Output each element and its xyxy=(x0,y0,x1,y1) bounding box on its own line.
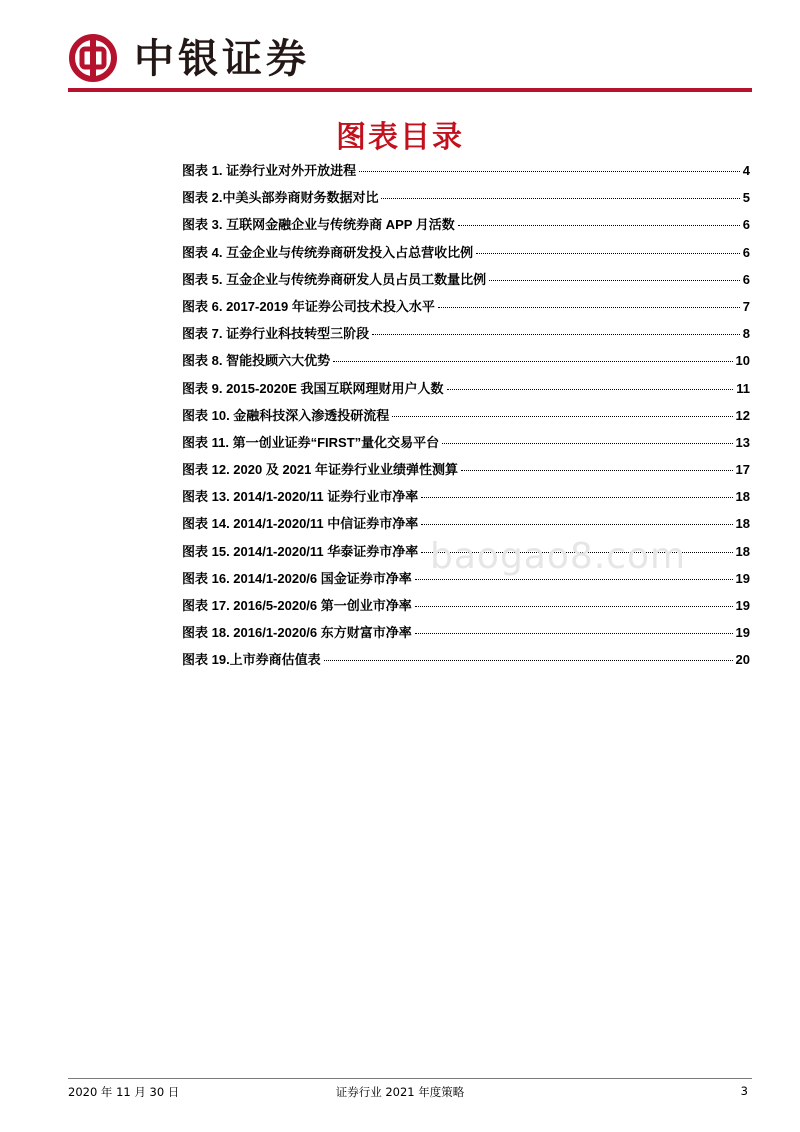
toc-entry-label: 图表 4. 互金企业与传统券商研发投入占总营收比例 xyxy=(182,244,474,260)
toc-entry-label: 图表 9. 2015-2020E 我国互联网理财用户人数 xyxy=(182,380,444,396)
toc-entry-label: 图表 6. 2017-2019 年证券公司技术投入水平 xyxy=(182,298,435,314)
header-divider xyxy=(68,88,752,92)
toc-dot-leader xyxy=(421,524,732,525)
toc-entry-label: 图表 18. 2016/1-2020/6 东方财富市净率 xyxy=(182,625,412,641)
toc-entry-label: 图表 5. 互金企业与传统券商研发人员占员工数量比例 xyxy=(182,271,487,287)
toc-entry-label: 图表 15. 2014/1-2020/11 华泰证券市净率 xyxy=(182,543,419,559)
toc-entry[interactable] xyxy=(182,187,750,214)
toc-entry-label: 图表 1. 证券行业对外开放进程 xyxy=(182,163,357,178)
toc-entry-label: 图表 14. 2014/1-2020/11 中信证券市净率 xyxy=(182,516,419,532)
toc-entry-label: 图表 8. 智能投顾六大优势 xyxy=(182,353,331,369)
brand-name: 中银证券 xyxy=(134,36,310,82)
toc-entry-page: 19 xyxy=(735,625,750,641)
toc-dot-leader xyxy=(442,443,732,444)
toc-dot-leader xyxy=(415,633,733,634)
toc-entry-page: 10 xyxy=(735,353,750,369)
toc-entry[interactable] xyxy=(182,486,750,513)
toc-entry-page: 5 xyxy=(742,190,750,206)
toc-dot-leader xyxy=(438,307,740,308)
toc-entry-page: 6 xyxy=(742,217,750,233)
toc-entry-page: 4 xyxy=(742,163,750,178)
toc-dot-leader xyxy=(324,660,733,661)
toc-entry-page: 8 xyxy=(742,326,750,342)
toc-entry-page: 19 xyxy=(735,570,750,586)
toc-dot-leader xyxy=(476,253,740,254)
toc-entry-label: 图表 10. 金融科技深入渗透投研流程 xyxy=(182,407,390,423)
toc-entry-label: 图表 3. 互联网金融企业与传统券商 APP 月活数 xyxy=(182,217,455,233)
page-header xyxy=(68,30,752,86)
toc-entry[interactable] xyxy=(182,513,750,540)
table-of-figures xyxy=(182,160,750,677)
toc-dot-leader xyxy=(415,606,733,607)
toc-entry-label: 图表 7. 证券行业科技转型三阶段 xyxy=(182,326,370,342)
toc-entry[interactable] xyxy=(182,541,750,568)
toc-dot-leader xyxy=(359,171,740,172)
toc-entry-page: 6 xyxy=(742,271,750,287)
toc-entry[interactable] xyxy=(182,296,750,323)
toc-entry-label: 图表 12. 2020 及 2021 年证券行业业绩弹性测算 xyxy=(182,462,458,478)
toc-entry[interactable] xyxy=(182,378,750,405)
toc-entry[interactable] xyxy=(182,323,750,350)
toc-entry-label: 图表 2.中美头部券商财务数据对比 xyxy=(182,190,379,206)
toc-entry[interactable] xyxy=(182,595,750,622)
toc-entry-page: 20 xyxy=(735,652,750,668)
toc-entry-page: 6 xyxy=(742,244,750,260)
toc-entry-page: 7 xyxy=(742,298,750,314)
page-title: 图表目录 xyxy=(336,120,464,155)
footer-doc-title: 证券行业 2021 年度策略 xyxy=(335,1085,465,1099)
toc-entry-page: 11 xyxy=(736,380,750,396)
toc-dot-leader xyxy=(333,361,732,362)
toc-entry[interactable] xyxy=(182,242,750,269)
toc-entry[interactable] xyxy=(182,432,750,459)
toc-entry-label: 图表 11. 第一创业证券“FIRST”量化交易平台 xyxy=(182,434,440,450)
toc-entry-page: 18 xyxy=(735,516,750,532)
toc-entry-label: 图表 19.上市券商估值表 xyxy=(182,652,321,668)
toc-entry[interactable] xyxy=(182,160,750,187)
toc-entry[interactable] xyxy=(182,459,750,486)
toc-entry[interactable] xyxy=(182,214,750,241)
toc-dot-leader xyxy=(415,579,733,580)
toc-dot-leader xyxy=(392,416,732,417)
toc-entry[interactable] xyxy=(182,649,750,676)
toc-entry-page: 12 xyxy=(735,407,750,423)
toc-entry-page: 18 xyxy=(735,489,750,505)
toc-entry-page: 18 xyxy=(735,543,750,559)
toc-entry[interactable] xyxy=(182,622,750,649)
bank-of-china-logo-icon xyxy=(68,33,118,83)
toc-entry-page: 13 xyxy=(735,434,750,450)
toc-dot-leader xyxy=(381,198,739,199)
toc-entry-page: 19 xyxy=(735,598,750,613)
footer-date: 2020 年 11 月 30 日 xyxy=(68,1085,180,1099)
toc-dot-leader xyxy=(461,470,733,471)
toc-entry-label: 图表 13. 2014/1-2020/11 证券行业市净率 xyxy=(182,489,419,505)
toc-entry[interactable] xyxy=(182,350,750,377)
toc-dot-leader xyxy=(458,225,740,226)
toc-entry[interactable] xyxy=(182,405,750,432)
watermark: baogao8.com xyxy=(430,536,687,577)
toc-entry-label: 图表 16. 2014/1-2020/6 国金证券市净率 xyxy=(182,570,412,586)
toc-dot-leader xyxy=(489,280,740,281)
toc-entry[interactable] xyxy=(182,568,750,595)
toc-dot-leader xyxy=(421,497,732,498)
toc-entry[interactable] xyxy=(182,269,750,296)
toc-dot-leader xyxy=(447,389,734,390)
footer-page-number: 3 xyxy=(740,1084,748,1098)
toc-dot-leader xyxy=(372,334,740,335)
toc-entry-page: 17 xyxy=(735,462,750,478)
toc-entry-label: 图表 17. 2016/5-2020/6 第一创业市净率 xyxy=(182,598,412,613)
toc-dot-leader xyxy=(421,552,732,553)
footer-divider xyxy=(68,1078,752,1079)
